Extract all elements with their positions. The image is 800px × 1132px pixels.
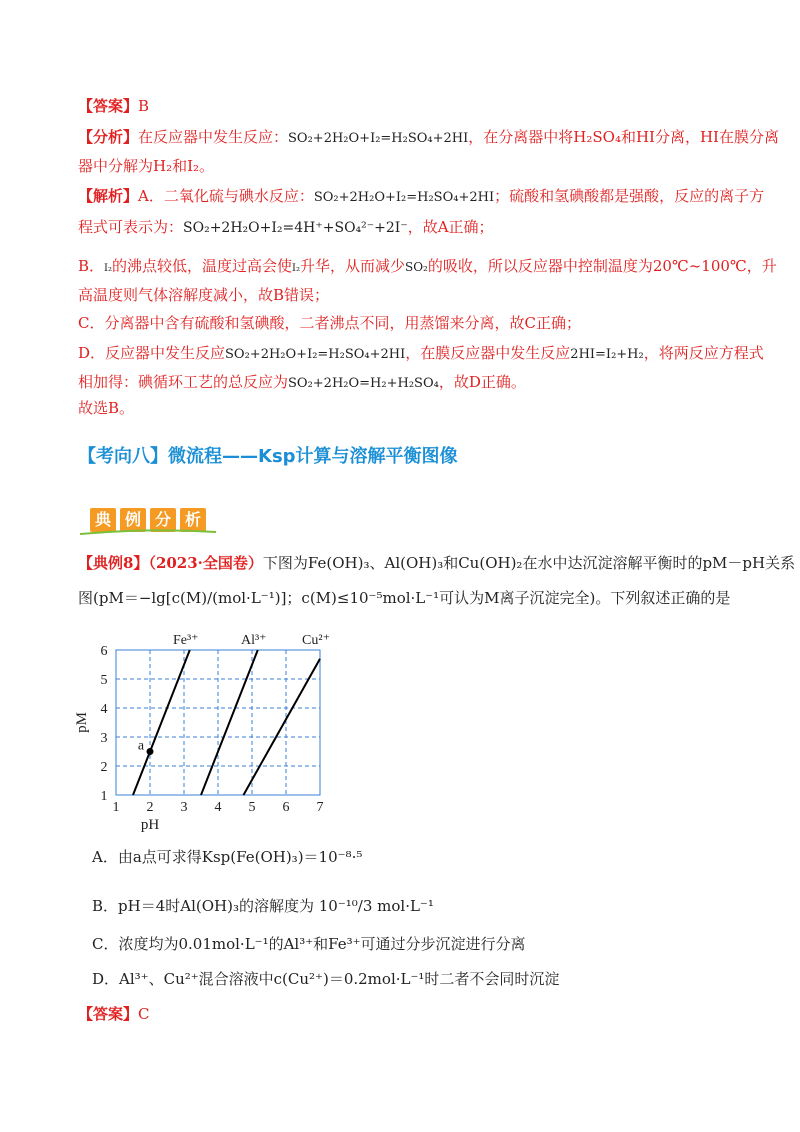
series-label-1: Fe³⁺	[172, 633, 199, 648]
section-title: 【考向八】微流程——Ksp计算与溶解平衡图像	[78, 446, 458, 467]
example-label: 【典例8】	[78, 554, 149, 572]
analysis-equation: SO₂+2H₂O+I₂=H₂SO₄+2HI	[288, 131, 469, 146]
example-text-1: 下图为Fe(OH)₃、Al(OH)₃和Cu(OH)₂在水中达沉淀溶解平衡时的pM－pH关系	[262, 554, 796, 572]
explanation-b-text-3: 的吸收，所以反应器中控制温度为20℃~100℃，升	[427, 257, 777, 275]
x-tick-label: 5	[248, 800, 256, 815]
explanation-d-line-1	[78, 343, 764, 365]
explanation-d-line-2	[78, 372, 526, 394]
explanation-ion-equation: SO₂+2H₂O+I₂=4H⁺+SO₄²⁻+2I⁻	[183, 220, 408, 236]
y-tick-label: 3	[100, 731, 108, 746]
explanation-b-line-1	[78, 256, 777, 279]
example-line-2: 图(pM＝−lg[c(M)/(mol·L⁻¹)]；c(M)≤10⁻⁵mol·L⁻¹可认为M离子沉淀完全)。下列叙述正确的是	[78, 589, 731, 607]
analysis-line-1	[78, 127, 779, 149]
explanation-a-text: A．二氧化硫与碘水反应：	[138, 187, 314, 205]
answer-line-2	[78, 1004, 150, 1024]
option-d: D．Al³⁺、Cu²⁺混合溶液中c(Cu²⁺)＝0.2mol·L⁻¹时二者不会同时沉淀	[92, 970, 560, 988]
explanation-b-i2: I₂	[104, 263, 112, 274]
x-tick-label: 1	[112, 800, 120, 815]
explanation-b-i2-2: I₂	[292, 263, 300, 274]
badge-char-4: 析	[180, 508, 206, 532]
explanation-d-equation-3: SO₂+2H₂O=H₂+H₂SO₄	[288, 376, 439, 391]
x-tick-label: 7	[316, 800, 324, 815]
analysis-line-2: 器中分解为H₂和I₂。	[78, 157, 215, 175]
pm-ph-chart	[74, 628, 334, 833]
explanation-b-text: 的沸点较低，温度过高会使	[112, 257, 293, 275]
point-a-marker	[147, 748, 154, 755]
x-axis-label: pH	[140, 817, 160, 833]
explanation-d-end: ，故D正确。	[438, 373, 526, 391]
explanation-b-so2: SO₂	[405, 260, 428, 274]
explanation-a-text-2: ；硫酸和氢碘酸都是强酸，反应的离子方	[494, 187, 765, 205]
example-source: （2023·全国卷）	[148, 554, 263, 572]
point-a-label: a	[137, 738, 145, 754]
badge-char-1: 典	[90, 508, 116, 532]
option-a: A．由a点可求得Ksp(Fe(OH)₃)＝10⁻⁸·⁵	[92, 848, 363, 866]
analysis-text-2: ，在分离器中将H₂SO₄和HI分离，HI在膜分离	[468, 128, 779, 146]
answer-2-value: C	[138, 1005, 150, 1023]
analysis-label: 【分析】	[78, 128, 139, 146]
option-c: C．浓度均为0.01mol·L⁻¹的Al³⁺和Fe³⁺可通过分步沉淀进行分离	[92, 935, 526, 953]
explanation-d-equation-2: 2HI=I₂+H₂	[570, 347, 644, 362]
answer-2-label: 【答案】	[78, 1005, 139, 1023]
y-tick-label: 4	[100, 702, 108, 717]
series-label-3: Cu²⁺	[302, 633, 330, 648]
explanation-d-text: D．反应器中发生反应	[78, 344, 226, 362]
explanation-a-equation: SO₂+2H₂O+I₂=H₂SO₄+2HI	[313, 190, 495, 205]
series-line-3	[244, 659, 321, 795]
explanation-a-end: ，故A正确；	[407, 218, 494, 236]
badge-swoosh-icon	[78, 526, 218, 538]
option-b: B．pH＝4时Al(OH)₃的溶解度为 10⁻¹⁰/3 mol·L⁻¹	[92, 897, 434, 915]
answer-value: B	[138, 97, 150, 115]
y-tick-label: 1	[100, 789, 108, 804]
x-tick-label: 4	[214, 800, 222, 815]
explanation-d-text-3: ，将两反应方程式	[643, 344, 764, 362]
example-line-1	[78, 553, 795, 573]
x-tick-label: 6	[282, 800, 290, 815]
explanation-b-prefix: B．	[78, 257, 105, 275]
y-tick-label: 2	[100, 760, 108, 775]
conclusion: 故选B。	[78, 399, 135, 417]
explanation-c-line: C．分离器中含有硫酸和氢碘酸，二者沸点不同，用蒸馏来分离，故C正确；	[78, 314, 581, 332]
explanation-line-2	[78, 217, 494, 238]
explanation-d-text-2: ，在膜反应器中发生反应	[405, 344, 571, 362]
explanation-b-text-2: 升华，从而减少	[299, 257, 405, 275]
explanation-d-equation-1: SO₂+2H₂O+I₂=H₂SO₄+2HI	[225, 347, 406, 362]
y-axis-label: pM	[74, 712, 90, 733]
series-line-2	[201, 650, 258, 795]
example-analysis-badge	[78, 500, 218, 538]
y-tick-label: 6	[100, 644, 108, 659]
series-line-1	[133, 650, 190, 795]
explanation-label: 【解析】	[78, 187, 139, 205]
explanation-line-1	[78, 186, 764, 208]
answer-label: 【答案】	[78, 97, 139, 115]
badge-char-3: 分	[150, 508, 176, 532]
analysis-text: 在反应器中发生反应：	[138, 128, 289, 146]
series-label-2: Al³⁺	[240, 633, 267, 648]
x-tick-label: 3	[180, 800, 188, 815]
badge-char-2: 例	[120, 508, 146, 532]
x-tick-label: 2	[146, 800, 154, 815]
explanation-d-text-4: 相加得：碘循环工艺的总反应为	[78, 373, 289, 391]
answer-line	[78, 96, 149, 116]
y-tick-label: 5	[100, 673, 108, 688]
explanation-a-line2: 程式可表示为：	[78, 218, 184, 236]
explanation-b-line-2: 高温度则气体溶解度减小，故B错误；	[78, 286, 330, 304]
